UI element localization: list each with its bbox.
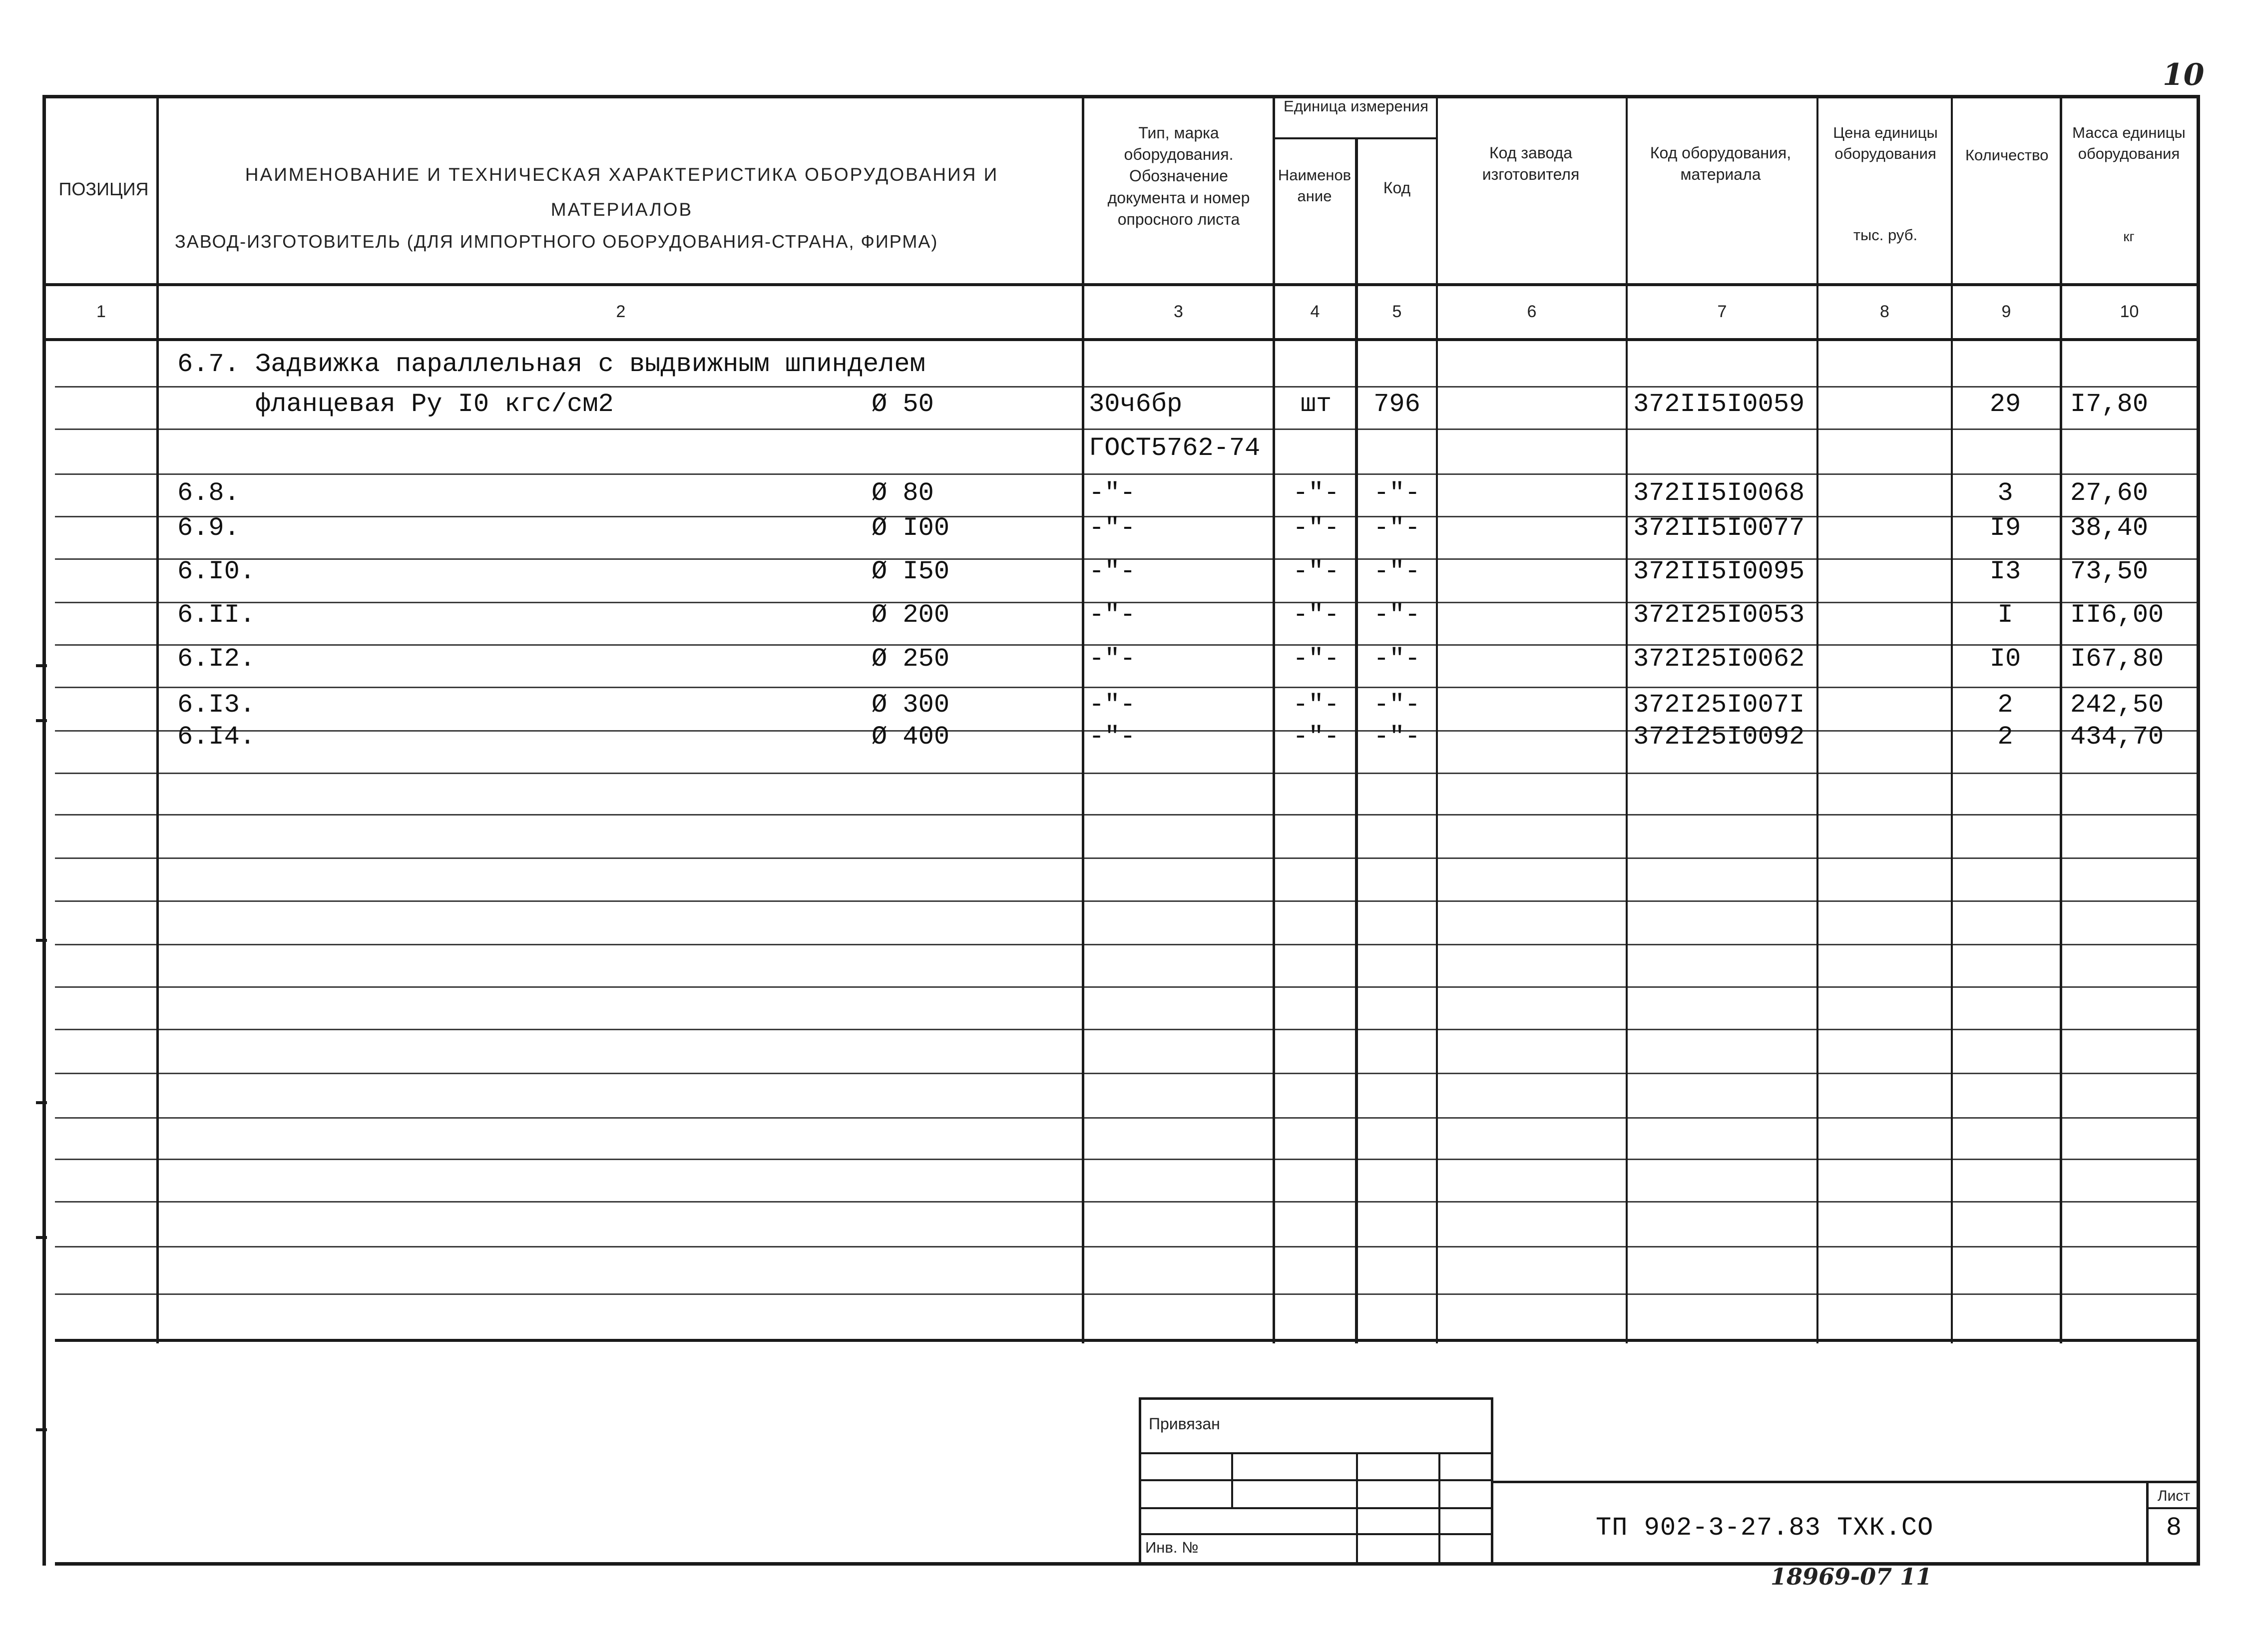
cell-dn: Ø 80 [872, 478, 934, 508]
cell-name: 6.I3. [177, 690, 256, 720]
stamp-inv: Инв. № [1145, 1539, 1199, 1556]
row-line [55, 986, 2200, 988]
header-unit-code: Код [1383, 179, 1411, 197]
cell-code: 372II5I0068 [1633, 478, 1805, 508]
edge-tick-1 [36, 664, 47, 667]
cell-code: 372I25I0053 [1633, 600, 1805, 630]
header-mass: Масса единицы оборудования [2072, 124, 2186, 162]
row-line [55, 1029, 2200, 1030]
sheet-label: Лист [2157, 1488, 2191, 1504]
header-mass-unit: кг [2123, 229, 2135, 244]
sheet-mark: 10 [2163, 57, 2205, 92]
header-qty: Количество [1965, 146, 2049, 164]
colnum-7: 7 [1717, 302, 1727, 321]
row-line [55, 1293, 2200, 1295]
row-line [55, 687, 2200, 688]
row-line [55, 1117, 2200, 1119]
cell-unit: -"- [1293, 690, 1340, 720]
vline-7 [1816, 95, 1818, 1343]
cell-mass: II6,00 [2070, 600, 2164, 630]
cell-type: -"- [1089, 644, 1136, 674]
edge-tick-5 [36, 1236, 47, 1239]
colnum-2: 2 [616, 302, 626, 321]
cell-dn: Ø I50 [872, 557, 950, 586]
colnum-10: 10 [2120, 302, 2139, 321]
edge-tick-4 [36, 1101, 47, 1104]
cell-name: 6.I2. [177, 644, 256, 674]
cell-name: 6.7. Задвижка параллельная с выдвижным шпинделем [177, 350, 925, 379]
cell-unit: шт [1300, 390, 1332, 419]
cell-ucode: -"- [1373, 690, 1420, 720]
row-line [55, 814, 2200, 816]
cell-qty: I9 [1989, 513, 2021, 543]
cell-ucode: -"- [1373, 600, 1420, 630]
cell-unit: -"- [1293, 644, 1340, 674]
cell-ucode: -"- [1373, 557, 1420, 586]
vline-9 [2060, 95, 2062, 1343]
title-sheet-hline [2146, 1507, 2200, 1509]
cell-type: ГОСТ5762-74 [1089, 433, 1261, 463]
row-line [55, 428, 2200, 430]
row-line [55, 944, 2200, 945]
cell-name: 6.8. [177, 478, 240, 508]
cell-qty: 2 [1997, 722, 2013, 752]
cell-ucode: -"- [1373, 513, 1420, 543]
colnum-4: 4 [1310, 302, 1320, 321]
header-name-line2: МАТЕРИАЛОВ [550, 199, 693, 220]
colnum-8: 8 [1880, 302, 1889, 321]
cell-name: 6.I0. [177, 557, 256, 586]
cell-mass: 434,70 [2070, 722, 2164, 752]
colnum-5: 5 [1392, 302, 1402, 321]
cell-qty: 2 [1997, 690, 2013, 720]
row-line [55, 386, 2200, 388]
cell-code: 372II5I0095 [1633, 557, 1805, 586]
vline-3 [1273, 95, 1275, 1343]
cell-dn: Ø 300 [872, 690, 950, 720]
cell-ucode: -"- [1373, 478, 1420, 508]
cell-type: -"- [1089, 600, 1136, 630]
stamp-v1 [1231, 1452, 1233, 1507]
cell-name: фланцевая Ру I0 кгс/см2 [177, 390, 614, 419]
stamp-left [1139, 1397, 1141, 1566]
vline-6 [1626, 95, 1628, 1343]
header-unit-name: Наименование [1278, 166, 1351, 205]
sheet-number: 8 [2166, 1513, 2182, 1543]
cell-mass: 242,50 [2070, 690, 2164, 720]
colnum-9: 9 [2001, 302, 2011, 321]
cell-code: 372I25I0092 [1633, 722, 1805, 752]
row-line [55, 900, 2200, 902]
header-name-line3: ЗАВОД-ИЗГОТОВИТЕЛЬ (ДЛЯ ИМПОРТНОГО ОБОРУДОВАНИЯ-СТРАНА, ФИРМА) [175, 231, 938, 252]
cell-mass: I67,80 [2070, 644, 2164, 674]
hline-table-bottom [55, 1339, 2200, 1342]
cell-ucode: -"- [1373, 722, 1420, 752]
cell-mass: 27,60 [2070, 478, 2149, 508]
vline-8 [1951, 95, 1953, 1343]
header-price-unit: тыс. руб. [1853, 226, 1918, 244]
row-line [55, 1201, 2200, 1203]
cell-name: 6.II. [177, 600, 256, 630]
cell-dn: Ø 200 [872, 600, 950, 630]
cell-dn: Ø 400 [872, 722, 950, 752]
row-line [55, 1073, 2200, 1074]
cell-unit: -"- [1293, 722, 1340, 752]
row-line [55, 773, 2200, 774]
cell-mass: I7,80 [2070, 390, 2149, 419]
title-top [1491, 1481, 2200, 1483]
cell-type: -"- [1089, 690, 1136, 720]
row-line [55, 857, 2200, 859]
cell-code: 372I25I0062 [1633, 644, 1805, 674]
archive-number: 18969-07 11 [1771, 1563, 1932, 1590]
header-unit: Единица измерения [1284, 97, 1428, 115]
row-line [55, 473, 2200, 475]
header-maker-code: Код завода изготовителя [1482, 144, 1580, 184]
cell-code: 372II5I0059 [1633, 390, 1805, 419]
cell-qty: I [1997, 600, 2013, 630]
cell-mass: 38,40 [2070, 513, 2149, 543]
cell-mass: 73,50 [2070, 557, 2149, 586]
cell-qty: I0 [1989, 644, 2021, 674]
cell-unit: -"- [1293, 557, 1340, 586]
cell-qty: I3 [1989, 557, 2021, 586]
hline-unit [1273, 137, 1437, 139]
cell-ucode: 796 [1373, 390, 1420, 419]
colnum-1: 1 [96, 302, 106, 321]
hline-colnum-bottom [42, 338, 2200, 341]
stamp-v2 [1356, 1452, 1358, 1566]
cell-type: 30ч6бр [1089, 390, 1183, 419]
stamp-v3 [1438, 1452, 1440, 1566]
cell-unit: -"- [1293, 478, 1340, 508]
cell-dn: Ø 50 [872, 390, 934, 419]
cell-ucode: -"- [1373, 644, 1420, 674]
colnum-3: 3 [1174, 302, 1183, 321]
doc-code: ТП 902-3-27.83 ТХК.СО [1596, 1513, 1934, 1543]
cell-unit: -"- [1293, 600, 1340, 630]
cell-code: 372I25I007I [1633, 690, 1805, 720]
cell-dn: Ø 250 [872, 644, 950, 674]
vline-1 [156, 95, 159, 1343]
vline-5 [1436, 95, 1438, 1343]
cell-dn: Ø I00 [872, 513, 950, 543]
frame-right [2197, 95, 2200, 1566]
row-line [55, 1246, 2200, 1247]
cell-type: -"- [1089, 557, 1136, 586]
cell-qty: 3 [1997, 478, 2013, 508]
header-equip-code: Код оборудования, материала [1650, 144, 1792, 184]
vline-2 [1082, 95, 1084, 1343]
cell-type: -"- [1089, 722, 1136, 752]
header-type: Тип, марка оборудования. Обозначение документа и номер опросного листа [1107, 124, 1250, 228]
cell-code: 372II5I0077 [1633, 513, 1805, 543]
hline-header-bottom [42, 283, 2200, 286]
cell-unit: -"- [1293, 513, 1340, 543]
cell-type: -"- [1089, 513, 1136, 543]
edge-tick-3 [36, 939, 47, 942]
edge-tick-6 [36, 1428, 47, 1431]
cell-qty: 29 [1989, 390, 2021, 419]
stamp-top [1139, 1397, 1493, 1400]
header-position: ПОЗИЦИЯ [58, 179, 149, 199]
edge-tick-2 [36, 719, 47, 722]
cell-type: -"- [1089, 478, 1136, 508]
row-line [55, 1159, 2200, 1160]
header-price: Цена единицы оборудования [1833, 124, 1938, 162]
cell-name: 6.I4. [177, 722, 256, 752]
stamp-privyazan: Привязан [1149, 1415, 1220, 1433]
colnum-6: 6 [1527, 302, 1537, 321]
cell-name: 6.9. [177, 513, 240, 543]
frame-top [42, 95, 2200, 98]
header-name-line1: НАИМЕНОВАНИЕ И ТЕХНИЧЕСКАЯ ХАРАКТЕРИСТИКА ОБОРУДОВАНИЯ И [245, 164, 999, 185]
